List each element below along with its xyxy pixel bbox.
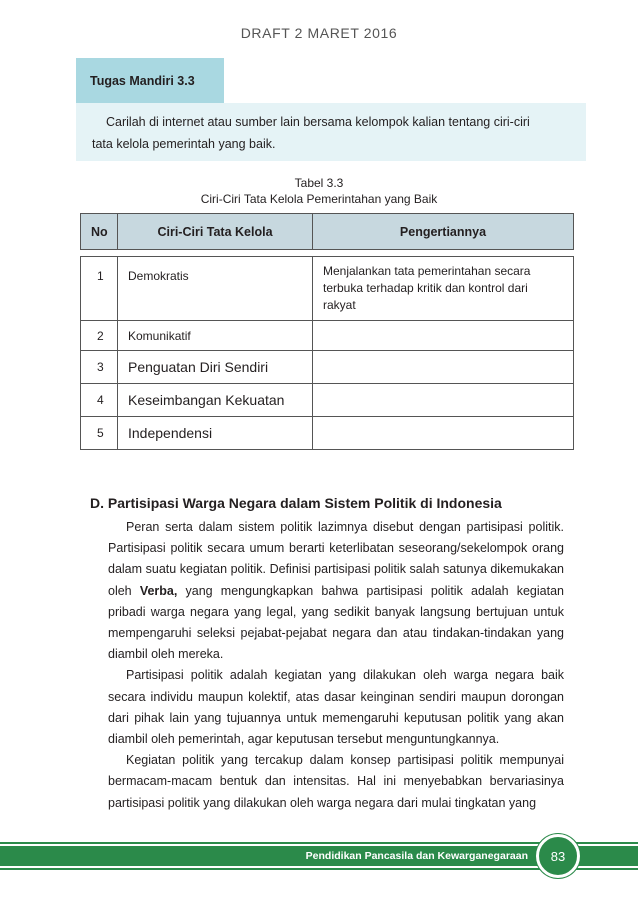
task-tab	[76, 58, 224, 104]
table-caption	[0, 175, 638, 207]
table-cell-ciri: Demokratis	[118, 257, 313, 320]
section-title: D. Partisipasi Warga Negara dalam Sistem Politik di Indonesia	[90, 495, 502, 511]
table-cell-ciri: Keseimbangan Kekuatan	[118, 384, 313, 416]
paragraph-1-bold: Verba,	[139, 583, 178, 598]
table-caption-number: Tabel 3.3	[294, 176, 344, 190]
footer-book-title: Pendidikan Pancasila dan Kewarganegaraan	[305, 850, 528, 862]
table-cell-pengertian	[313, 321, 573, 350]
table-cell-pengertian: Menjalankan tata pemerintahan secara terbuka terhadap kritik dan kontrol dari rakyat	[323, 264, 531, 312]
table-cell-no: 1	[81, 257, 118, 320]
table-row	[80, 256, 574, 321]
task-text-line1: Carilah di internet atau sumber lain bersama kelompok kalian tentang ciri-ciri	[106, 115, 530, 129]
paragraph-1	[108, 517, 564, 665]
table-row	[80, 417, 574, 450]
draft-label: DRAFT 2 MARET 2016	[240, 25, 398, 41]
table-cell-pengertian	[313, 417, 573, 449]
table-body	[80, 256, 574, 450]
task-text-line2: tata kelola pemerintah yang baik.	[92, 137, 276, 151]
paragraph-2: Partisipasi politik adalah kegiatan yang dilakukan oleh warga negara baik secara individu maupun kolektif, atas dasar keinginan sendiri maupun dorongan dari pihak lain yang tujuannya untuk memengaruhi keputusan politik yang akan diambil oleh pemerintah, agar keputusan tersebut menguntungkannya.	[108, 668, 564, 747]
task-tab-label: Tugas Mandiri 3.3	[90, 74, 195, 88]
table-header-ciri: Ciri-Ciri Tata Kelola	[118, 214, 313, 249]
table-header	[80, 213, 574, 250]
page-number-badge	[536, 834, 580, 878]
page-number: 83	[550, 848, 566, 864]
table-cell-ciri: Independensi	[118, 417, 313, 449]
paragraph-3: Kegiatan politik yang tercakup dalam konsep partisipasi politik mempunyai bermacam-macam bentuk dan intensitas. Hal ini menyebabkan bervariasinya partisipasi politik yang dilakukan oleh warga negara dari mulai tingkatan yang	[108, 753, 564, 810]
section-body	[108, 517, 564, 814]
table-cell-ciri: Komunikatif	[118, 321, 313, 350]
table-header-no: No	[81, 214, 118, 249]
table-cell-no: 4	[81, 384, 118, 416]
table-header-pengertian: Pengertiannya	[399, 224, 487, 239]
table-caption-title: Ciri-Ciri Tata Kelola Pemerintahan yang Baik	[200, 192, 438, 206]
paragraph-1-text-b: yang mengungkapkan bahwa partisipasi politik adalah kegiatan pribadi warga negara yang legal, yang sedikit banyak langsung bertujuan untuk mempengaruhi seleksi pejabat-pejabat negara dan atau tindakan-tindakan yang diambil oleh mereka.	[108, 583, 564, 662]
table-cell-pengertian	[313, 351, 573, 383]
table-cell-pengertian	[313, 384, 573, 416]
paragraph-1-text-a: Peran serta dalam sistem politik lazimnya disebut dengan partisipasi politik. Partisipasi politik secara umum berarti keterlibatan seseorang/sekelompok orang dalam suatu kegiatan politik. Definisi partisipasi politik salah satunya dikemukakan oleh	[108, 520, 564, 598]
task-box	[76, 103, 586, 161]
table-row	[80, 351, 574, 384]
table-cell-no: 3	[81, 351, 118, 383]
table-row	[80, 321, 574, 351]
table-cell-ciri: Penguatan Diri Sendiri	[118, 351, 313, 383]
table-cell-no: 5	[81, 417, 118, 449]
table-row	[80, 384, 574, 417]
table-cell-no: 2	[81, 321, 118, 350]
